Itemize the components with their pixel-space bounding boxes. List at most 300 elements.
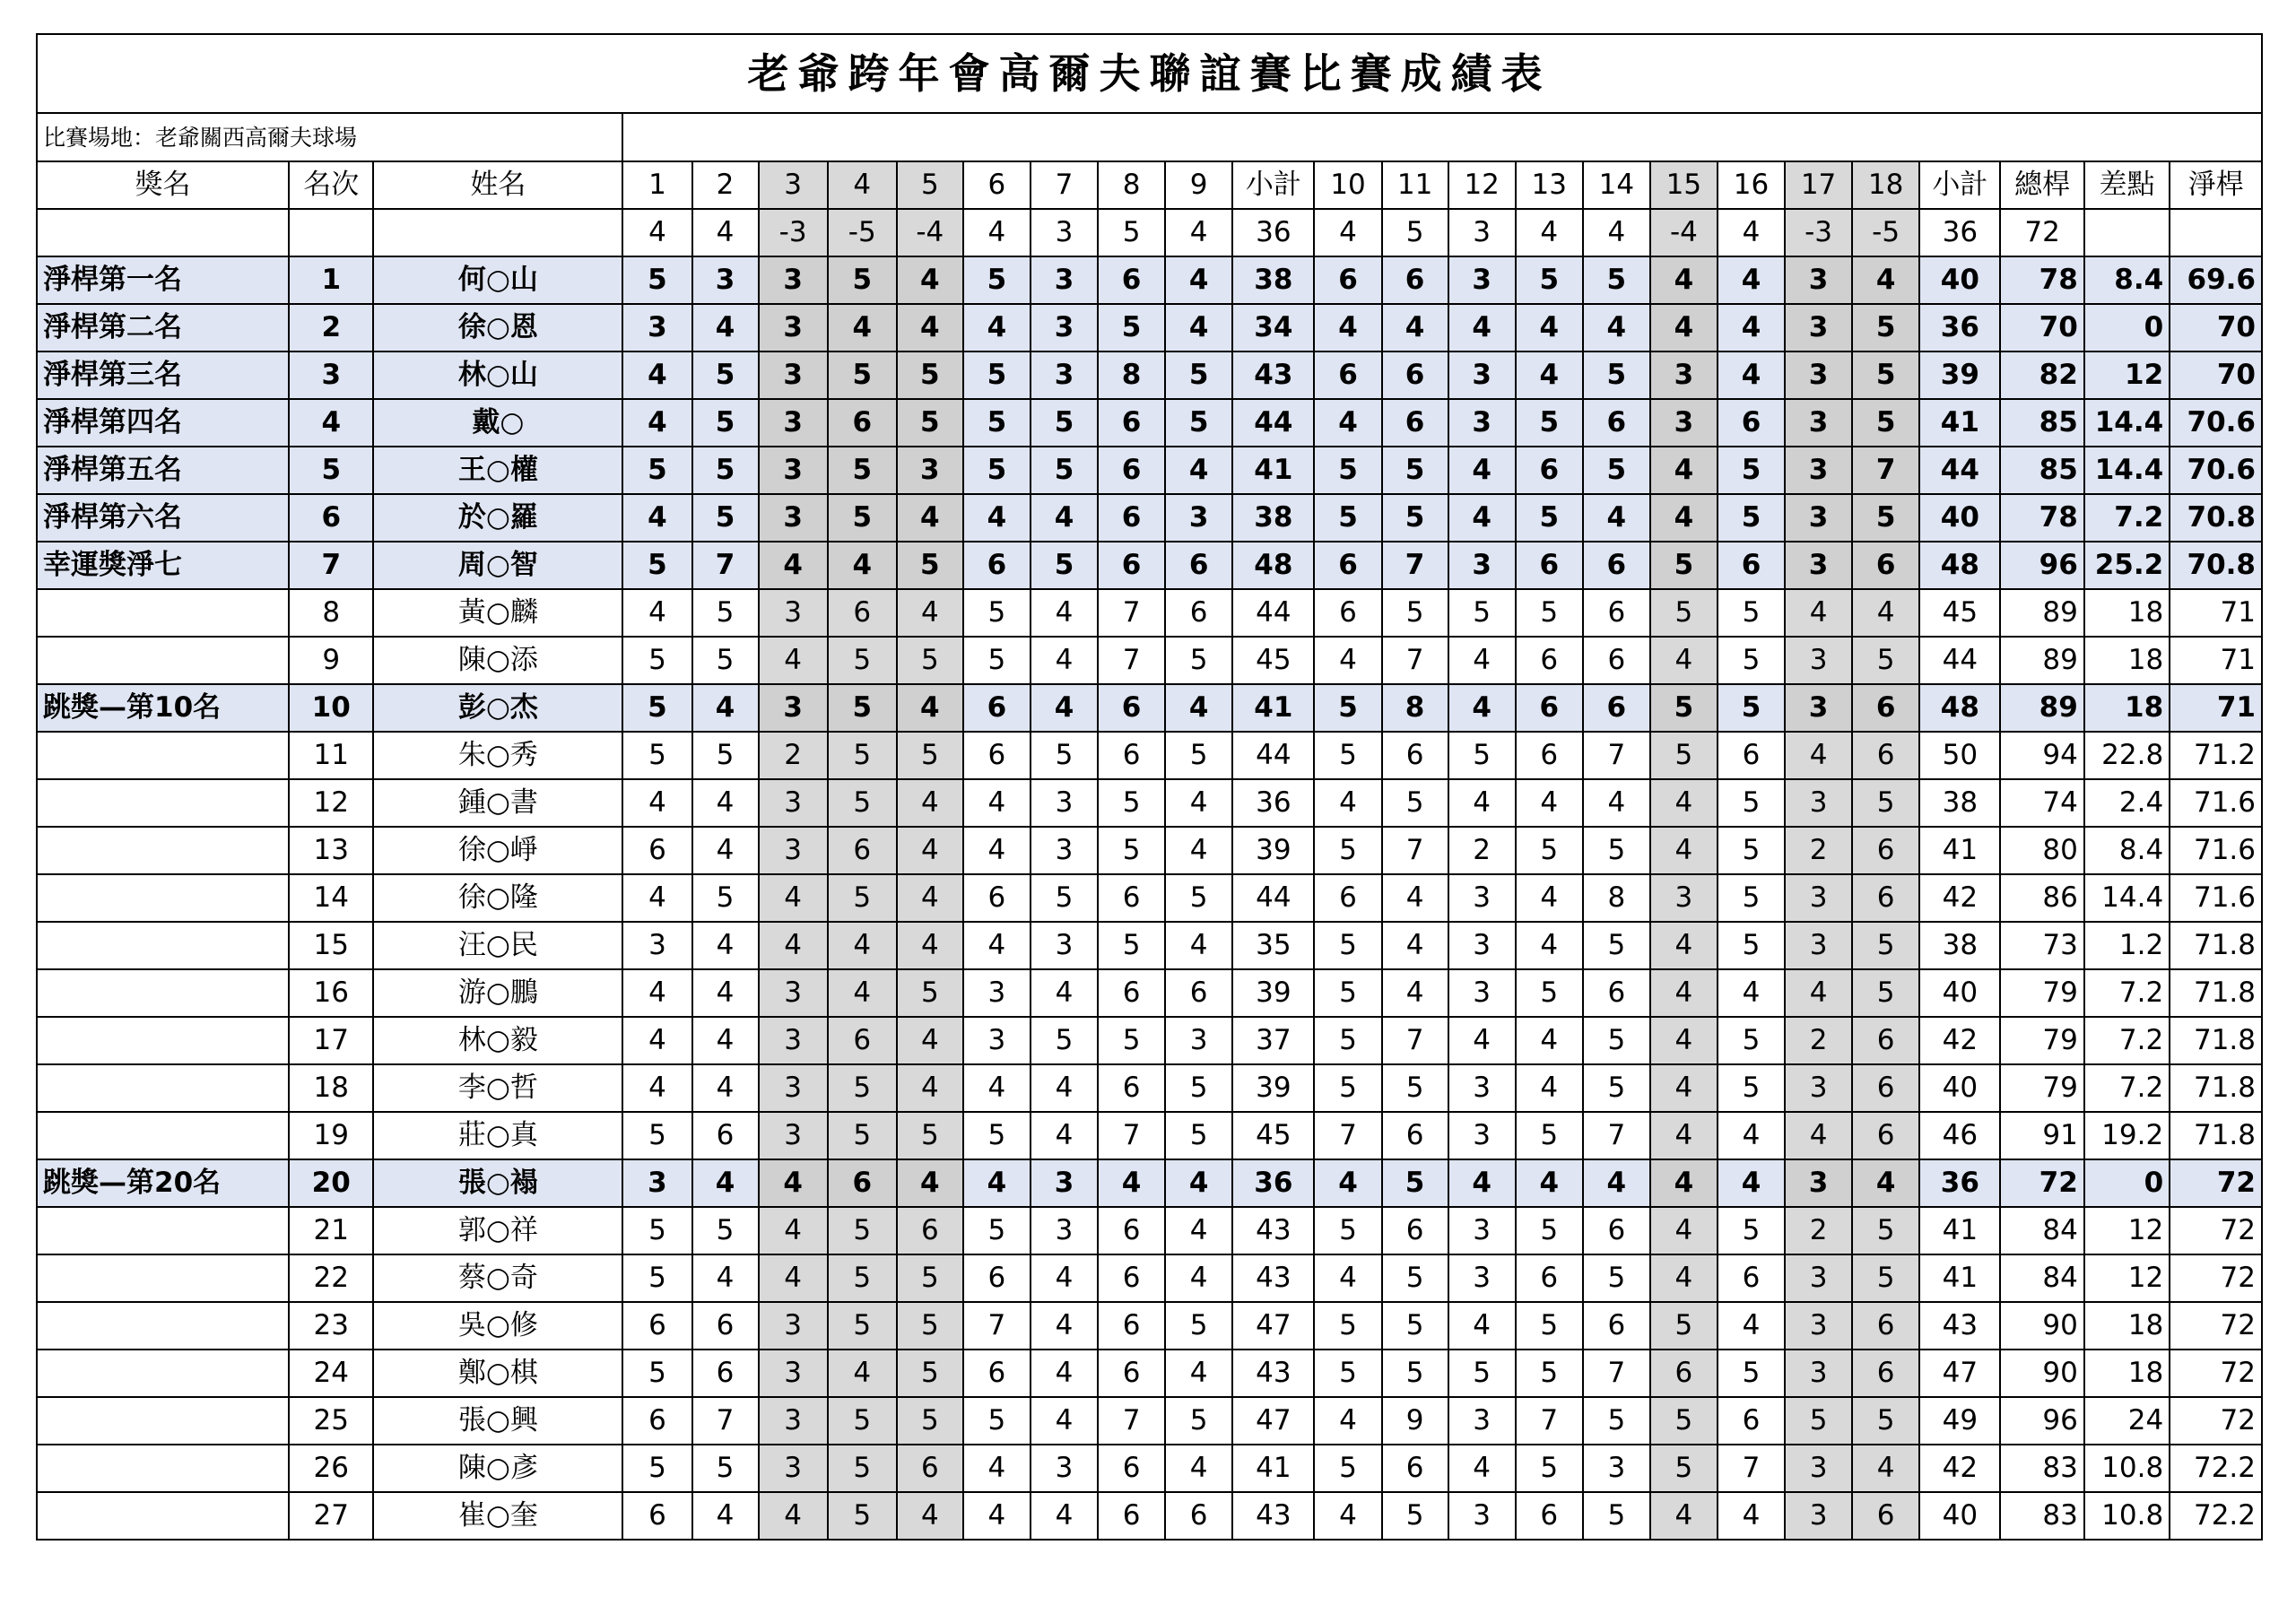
cell-hole-18: 6 [1852, 1492, 1919, 1540]
cell-hole-9: 5 [1165, 399, 1232, 447]
header-hole-10: 10 [1314, 161, 1381, 209]
cell-hole-14: 4 [1583, 304, 1650, 352]
cell-out-subtotal: 45 [1232, 1112, 1314, 1159]
cell-rank: 7 [289, 542, 373, 589]
cell-hole-2: 5 [692, 1445, 759, 1492]
cell-hole-15: 4 [1650, 779, 1718, 827]
cell-hole-5: 4 [897, 1064, 963, 1112]
cell-hole-4: 5 [828, 1064, 897, 1112]
cell-hole-9: 4 [1165, 1207, 1232, 1254]
header-hole-3: 3 [759, 161, 828, 209]
cell-hole-11: 5 [1382, 1254, 1448, 1302]
cell-hole-9: 4 [1165, 304, 1232, 352]
cell-hole-18: 5 [1852, 352, 1919, 399]
header-out-subtotal: 小計 [1232, 161, 1314, 209]
cell-hole-18: 5 [1852, 1207, 1919, 1254]
cell-hole-4: 5 [828, 256, 897, 304]
cell-hole-15: 4 [1650, 1017, 1718, 1064]
cell-hole-4: 4 [828, 969, 897, 1017]
par-hole-4: -5 [828, 209, 897, 256]
cell-in-subtotal: 45 [1919, 589, 2000, 637]
header-hole-6: 6 [963, 161, 1031, 209]
cell-hole-5: 4 [897, 304, 963, 352]
cell-hole-2: 5 [692, 399, 759, 447]
venue-row [37, 113, 2262, 161]
cell-handicap: 10.8 [2084, 1492, 2170, 1540]
cell-hole-1: 6 [622, 827, 691, 874]
par-hole-5: -4 [897, 209, 963, 256]
cell-out-subtotal: 41 [1232, 447, 1314, 494]
cell-hole-18: 6 [1852, 874, 1919, 922]
cell-hole-14: 3 [1583, 1445, 1650, 1492]
cell-rank: 11 [289, 732, 373, 779]
cell-hole-13: 5 [1516, 1207, 1583, 1254]
venue-label: 比賽場地：老爺關西高爾夫球場 [37, 113, 622, 161]
cell-hole-3: 3 [759, 827, 828, 874]
cell-award [37, 1064, 289, 1112]
cell-in-subtotal: 41 [1919, 827, 2000, 874]
cell-hole-16: 7 [1718, 1445, 1785, 1492]
cell-hole-3: 3 [759, 589, 828, 637]
cell-award [37, 1112, 289, 1159]
cell-handicap: 7.2 [2084, 969, 2170, 1017]
par-hole-6: 4 [963, 209, 1031, 256]
cell-hole-11: 5 [1382, 1159, 1448, 1207]
cell-gross: 91 [2000, 1112, 2083, 1159]
cell-hole-2: 5 [692, 589, 759, 637]
cell-hole-3: 4 [759, 1207, 828, 1254]
cell-hole-14: 6 [1583, 637, 1650, 684]
par-hole-17: -3 [1785, 209, 1852, 256]
cell-award [37, 732, 289, 779]
cell-name: 鄭○棋 [373, 1350, 622, 1397]
cell-rank: 17 [289, 1017, 373, 1064]
par-hole-3: -3 [759, 209, 828, 256]
cell-hole-18: 6 [1852, 1302, 1919, 1350]
par-gross: 72 [2000, 209, 2083, 256]
cell-handicap: 7.2 [2084, 1017, 2170, 1064]
cell-hole-18: 6 [1852, 1017, 1919, 1064]
cell-hole-15: 4 [1650, 637, 1718, 684]
cell-in-subtotal: 39 [1919, 352, 2000, 399]
cell-hole-15: 5 [1650, 542, 1718, 589]
cell-hole-16: 5 [1718, 684, 1785, 732]
cell-hole-9: 5 [1165, 637, 1232, 684]
cell-hole-1: 5 [622, 637, 691, 684]
cell-hole-1: 5 [622, 447, 691, 494]
cell-in-subtotal: 40 [1919, 969, 2000, 1017]
cell-hole-12: 4 [1448, 494, 1516, 542]
cell-hole-17: 3 [1785, 874, 1852, 922]
cell-hole-13: 4 [1516, 922, 1583, 969]
cell-award [37, 637, 289, 684]
cell-hole-3: 4 [759, 922, 828, 969]
cell-hole-12: 3 [1448, 399, 1516, 447]
cell-handicap: 7.2 [2084, 1064, 2170, 1112]
cell-hole-11: 7 [1382, 637, 1448, 684]
cell-hole-1: 4 [622, 1064, 691, 1112]
cell-hole-12: 3 [1448, 1254, 1516, 1302]
cell-hole-17: 3 [1785, 1159, 1852, 1207]
cell-hole-14: 5 [1583, 256, 1650, 304]
cell-hole-16: 5 [1718, 922, 1785, 969]
cell-hole-4: 4 [828, 1350, 897, 1397]
cell-net: 70 [2170, 352, 2262, 399]
cell-net: 72.2 [2170, 1492, 2262, 1540]
cell-hole-13: 5 [1516, 1112, 1583, 1159]
cell-name: 張○興 [373, 1397, 622, 1445]
cell-hole-17: 2 [1785, 827, 1852, 874]
cell-gross: 96 [2000, 1397, 2083, 1445]
table-row [37, 1112, 2262, 1159]
cell-out-subtotal: 44 [1232, 589, 1314, 637]
cell-in-subtotal: 42 [1919, 874, 2000, 922]
cell-gross: 83 [2000, 1445, 2083, 1492]
cell-rank: 25 [289, 1397, 373, 1445]
cell-name: 王○權 [373, 447, 622, 494]
cell-hole-10: 6 [1314, 352, 1381, 399]
cell-hole-8: 5 [1098, 1017, 1165, 1064]
cell-hole-2: 5 [692, 637, 759, 684]
par-hole-18: -5 [1852, 209, 1919, 256]
cell-hole-1: 6 [622, 1397, 691, 1445]
cell-hole-6: 6 [963, 542, 1031, 589]
cell-hole-4: 5 [828, 1302, 897, 1350]
cell-name: 徐○恩 [373, 304, 622, 352]
cell-award [37, 827, 289, 874]
cell-hole-15: 4 [1650, 494, 1718, 542]
cell-hole-18: 6 [1852, 732, 1919, 779]
cell-award: 淨桿第六名 [37, 494, 289, 542]
cell-hole-15: 3 [1650, 352, 1718, 399]
table-row [37, 779, 2262, 827]
cell-hole-17: 3 [1785, 637, 1852, 684]
cell-hole-14: 7 [1583, 1350, 1650, 1397]
cell-hole-8: 6 [1098, 256, 1165, 304]
cell-hole-16: 5 [1718, 874, 1785, 922]
header-award: 獎名 [37, 161, 289, 209]
cell-out-subtotal: 34 [1232, 304, 1314, 352]
cell-in-subtotal: 49 [1919, 1397, 2000, 1445]
cell-hole-13: 5 [1516, 1302, 1583, 1350]
cell-hole-14: 6 [1583, 542, 1650, 589]
cell-handicap: 12 [2084, 1254, 2170, 1302]
cell-hole-4: 4 [828, 542, 897, 589]
cell-hole-7: 4 [1031, 1064, 1098, 1112]
par-hole-10: 4 [1314, 209, 1381, 256]
cell-hole-6: 5 [963, 399, 1031, 447]
cell-hole-7: 4 [1031, 1254, 1098, 1302]
cell-award [37, 589, 289, 637]
cell-hole-8: 6 [1098, 542, 1165, 589]
cell-hole-8: 5 [1098, 304, 1165, 352]
cell-hole-11: 5 [1382, 1064, 1448, 1112]
cell-hole-13: 5 [1516, 827, 1583, 874]
cell-hole-7: 4 [1031, 1112, 1098, 1159]
cell-award [37, 1302, 289, 1350]
cell-hole-16: 6 [1718, 1397, 1785, 1445]
cell-hole-6: 5 [963, 1207, 1031, 1254]
cell-award: 淨桿第四名 [37, 399, 289, 447]
cell-hole-17: 4 [1785, 589, 1852, 637]
cell-hole-12: 3 [1448, 542, 1516, 589]
cell-hole-6: 4 [963, 779, 1031, 827]
cell-out-subtotal: 39 [1232, 827, 1314, 874]
cell-name: 莊○真 [373, 1112, 622, 1159]
cell-hole-3: 4 [759, 874, 828, 922]
cell-hole-7: 4 [1031, 1397, 1098, 1445]
cell-rank: 26 [289, 1445, 373, 1492]
cell-net: 71.6 [2170, 827, 2262, 874]
cell-in-subtotal: 42 [1919, 1445, 2000, 1492]
header-hole-18: 18 [1852, 161, 1919, 209]
cell-award: 淨桿第一名 [37, 256, 289, 304]
cell-award [37, 969, 289, 1017]
table-row [37, 1492, 2262, 1540]
cell-hole-13: 4 [1516, 779, 1583, 827]
cell-hole-13: 5 [1516, 399, 1583, 447]
cell-hole-16: 5 [1718, 494, 1785, 542]
cell-hole-1: 4 [622, 352, 691, 399]
cell-gross: 89 [2000, 637, 2083, 684]
cell-hole-15: 4 [1650, 1254, 1718, 1302]
cell-hole-9: 5 [1165, 1112, 1232, 1159]
cell-hole-2: 7 [692, 542, 759, 589]
cell-hole-13: 5 [1516, 969, 1583, 1017]
cell-hole-16: 5 [1718, 447, 1785, 494]
cell-gross: 74 [2000, 779, 2083, 827]
cell-rank: 23 [289, 1302, 373, 1350]
cell-hole-1: 4 [622, 969, 691, 1017]
cell-hole-18: 5 [1852, 399, 1919, 447]
header-hole-15: 15 [1650, 161, 1718, 209]
cell-hole-10: 4 [1314, 399, 1381, 447]
cell-rank: 24 [289, 1350, 373, 1397]
cell-hole-15: 4 [1650, 447, 1718, 494]
cell-hole-2: 6 [692, 1350, 759, 1397]
cell-hole-14: 6 [1583, 969, 1650, 1017]
cell-hole-14: 6 [1583, 1302, 1650, 1350]
par-name [373, 209, 622, 256]
par-hole-13: 4 [1516, 209, 1583, 256]
cell-out-subtotal: 38 [1232, 256, 1314, 304]
cell-hole-15: 5 [1650, 1397, 1718, 1445]
header-hole-1: 1 [622, 161, 691, 209]
cell-hole-14: 6 [1583, 684, 1650, 732]
table-row [37, 969, 2262, 1017]
cell-rank: 27 [289, 1492, 373, 1540]
cell-rank: 8 [289, 589, 373, 637]
cell-handicap: 2.4 [2084, 779, 2170, 827]
cell-hole-17: 2 [1785, 1207, 1852, 1254]
cell-hole-14: 5 [1583, 827, 1650, 874]
cell-rank: 19 [289, 1112, 373, 1159]
cell-gross: 90 [2000, 1350, 2083, 1397]
cell-rank: 2 [289, 304, 373, 352]
cell-out-subtotal: 39 [1232, 1064, 1314, 1112]
cell-hole-13: 6 [1516, 637, 1583, 684]
cell-hole-11: 6 [1382, 399, 1448, 447]
header-hole-13: 13 [1516, 161, 1583, 209]
cell-hole-12: 4 [1448, 1159, 1516, 1207]
cell-hole-3: 3 [759, 1112, 828, 1159]
cell-gross: 84 [2000, 1207, 2083, 1254]
cell-hole-9: 5 [1165, 1302, 1232, 1350]
cell-hole-11: 5 [1382, 1350, 1448, 1397]
cell-hole-5: 5 [897, 1112, 963, 1159]
cell-handicap: 0 [2084, 1159, 2170, 1207]
cell-hole-5: 5 [897, 399, 963, 447]
cell-hole-5: 4 [897, 922, 963, 969]
cell-gross: 73 [2000, 922, 2083, 969]
cell-award: 淨桿第五名 [37, 447, 289, 494]
par-hole-9: 4 [1165, 209, 1232, 256]
cell-hole-1: 5 [622, 1445, 691, 1492]
cell-hole-12: 3 [1448, 1112, 1516, 1159]
cell-hole-14: 5 [1583, 1064, 1650, 1112]
cell-name: 戴○ [373, 399, 622, 447]
cell-hole-8: 6 [1098, 1302, 1165, 1350]
cell-in-subtotal: 41 [1919, 1207, 2000, 1254]
cell-hole-18: 5 [1852, 637, 1919, 684]
cell-hole-17: 3 [1785, 922, 1852, 969]
cell-gross: 89 [2000, 589, 2083, 637]
cell-gross: 86 [2000, 874, 2083, 922]
cell-name: 徐○崢 [373, 827, 622, 874]
cell-hole-3: 4 [759, 1159, 828, 1207]
cell-hole-11: 6 [1382, 1112, 1448, 1159]
cell-hole-17: 3 [1785, 399, 1852, 447]
cell-hole-13: 6 [1516, 542, 1583, 589]
cell-hole-6: 5 [963, 1397, 1031, 1445]
cell-in-subtotal: 38 [1919, 779, 2000, 827]
cell-gross: 79 [2000, 1064, 2083, 1112]
cell-hole-10: 5 [1314, 1064, 1381, 1112]
cell-hole-7: 3 [1031, 827, 1098, 874]
cell-hole-2: 4 [692, 1254, 759, 1302]
cell-rank: 10 [289, 684, 373, 732]
cell-hole-15: 5 [1650, 589, 1718, 637]
cell-hole-16: 5 [1718, 1207, 1785, 1254]
cell-hole-5: 4 [897, 256, 963, 304]
cell-in-subtotal: 40 [1919, 494, 2000, 542]
cell-hole-1: 5 [622, 1112, 691, 1159]
table-row [37, 304, 2262, 352]
cell-hole-14: 8 [1583, 874, 1650, 922]
cell-hole-5: 5 [897, 352, 963, 399]
cell-hole-9: 4 [1165, 922, 1232, 969]
cell-rank: 13 [289, 827, 373, 874]
cell-hole-4: 4 [828, 922, 897, 969]
cell-hole-11: 9 [1382, 1397, 1448, 1445]
cell-hole-8: 5 [1098, 779, 1165, 827]
cell-handicap: 0 [2084, 304, 2170, 352]
table-row [37, 494, 2262, 542]
cell-rank: 3 [289, 352, 373, 399]
cell-hole-7: 3 [1031, 1207, 1098, 1254]
cell-hole-4: 6 [828, 827, 897, 874]
cell-hole-3: 3 [759, 1445, 828, 1492]
cell-hole-7: 3 [1031, 1445, 1098, 1492]
cell-hole-16: 4 [1718, 1159, 1785, 1207]
cell-hole-10: 5 [1314, 1445, 1381, 1492]
cell-net: 72 [2170, 1302, 2262, 1350]
cell-hole-15: 6 [1650, 1350, 1718, 1397]
cell-hole-6: 4 [963, 304, 1031, 352]
cell-hole-5: 4 [897, 779, 963, 827]
cell-award: 淨桿第三名 [37, 352, 289, 399]
cell-name: 汪○民 [373, 922, 622, 969]
cell-hole-3: 4 [759, 1492, 828, 1540]
cell-net: 71 [2170, 684, 2262, 732]
cell-hole-11: 5 [1382, 494, 1448, 542]
cell-hole-1: 4 [622, 589, 691, 637]
cell-hole-16: 5 [1718, 827, 1785, 874]
cell-hole-8: 6 [1098, 1064, 1165, 1112]
table-row [37, 589, 2262, 637]
cell-hole-17: 3 [1785, 1254, 1852, 1302]
cell-hole-15: 4 [1650, 969, 1718, 1017]
cell-hole-4: 5 [828, 1254, 897, 1302]
cell-handicap: 12 [2084, 1207, 2170, 1254]
cell-award: 跳獎—第20名 [37, 1159, 289, 1207]
cell-in-subtotal: 48 [1919, 684, 2000, 732]
cell-hole-9: 4 [1165, 1350, 1232, 1397]
cell-handicap: 22.8 [2084, 732, 2170, 779]
cell-hole-17: 4 [1785, 1112, 1852, 1159]
cell-rank: 12 [289, 779, 373, 827]
cell-net: 70 [2170, 304, 2262, 352]
cell-hole-2: 4 [692, 1159, 759, 1207]
cell-name: 陳○彥 [373, 1445, 622, 1492]
cell-hole-6: 6 [963, 684, 1031, 732]
cell-hole-10: 5 [1314, 969, 1381, 1017]
cell-hole-11: 7 [1382, 542, 1448, 589]
cell-hole-16: 4 [1718, 304, 1785, 352]
cell-handicap: 18 [2084, 637, 2170, 684]
cell-hole-17: 3 [1785, 1350, 1852, 1397]
cell-hole-18: 5 [1852, 969, 1919, 1017]
cell-hole-9: 4 [1165, 779, 1232, 827]
cell-hole-2: 7 [692, 1397, 759, 1445]
cell-hole-2: 5 [692, 1207, 759, 1254]
cell-in-subtotal: 46 [1919, 1112, 2000, 1159]
cell-net: 72 [2170, 1397, 2262, 1445]
cell-hole-16: 4 [1718, 969, 1785, 1017]
cell-hole-9: 5 [1165, 1064, 1232, 1112]
cell-hole-1: 5 [622, 1207, 691, 1254]
cell-name: 周○智 [373, 542, 622, 589]
cell-hole-14: 5 [1583, 1017, 1650, 1064]
cell-hole-13: 4 [1516, 352, 1583, 399]
cell-hole-6: 7 [963, 1302, 1031, 1350]
cell-hole-2: 6 [692, 1112, 759, 1159]
cell-hole-18: 4 [1852, 256, 1919, 304]
cell-rank: 5 [289, 447, 373, 494]
cell-hole-12: 3 [1448, 1397, 1516, 1445]
cell-in-subtotal: 48 [1919, 542, 2000, 589]
cell-hole-2: 3 [692, 256, 759, 304]
cell-hole-13: 6 [1516, 1492, 1583, 1540]
cell-hole-12: 4 [1448, 304, 1516, 352]
cell-rank: 4 [289, 399, 373, 447]
cell-out-subtotal: 47 [1232, 1397, 1314, 1445]
cell-hole-2: 4 [692, 779, 759, 827]
cell-net: 71.2 [2170, 732, 2262, 779]
cell-hole-1: 5 [622, 732, 691, 779]
cell-net: 70.6 [2170, 447, 2262, 494]
cell-hole-12: 4 [1448, 779, 1516, 827]
